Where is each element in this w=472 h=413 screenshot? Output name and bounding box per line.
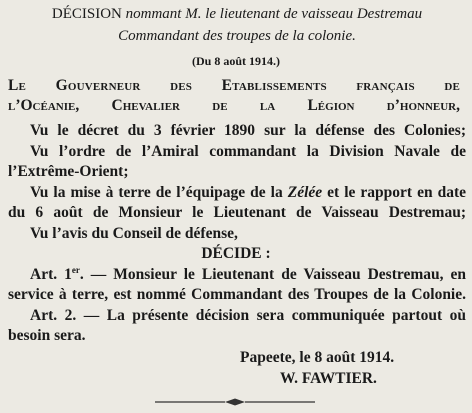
consideration-4: Vu l’avis du Conseil de défense,	[30, 225, 238, 242]
decision-title	[8, 6, 466, 23]
consideration-2: Vu l’ordre de l’Amiral commandant la Division Navale de	[30, 143, 466, 160]
consideration-2-cont: l’Extrême-Orient;	[8, 163, 129, 180]
title-label: DÉCISION	[51, 6, 122, 22]
signature: W. FAWTIER.	[280, 370, 377, 387]
consideration-3-end: et le rapport en date	[322, 184, 466, 201]
governor-line-1: Le Gouverneur des Etablissements français de	[8, 77, 460, 94]
consideration-1: Vu le décret du 3 février 1890 sur la défense des Colonies;	[30, 122, 466, 139]
article-1-ordinal: er	[71, 264, 80, 275]
consideration-3-cont: du 6 août de Monsieur le Lieutenant de Vaisseau Destremau;	[8, 204, 466, 221]
article-1-text: . — Monsieur le Lieutenant de Vaisseau Destremau, en	[79, 266, 466, 283]
article-2-cont: besoin sera.	[8, 327, 86, 344]
decision-subtitle: Commandant des troupes de la colonie.	[118, 28, 356, 44]
ornamental-divider	[155, 398, 315, 406]
article-2: Art. 2. — La présente décision sera communiquée partout où	[30, 307, 466, 324]
place-date: Papeete, le 8 août 1914.	[240, 349, 395, 366]
article-1-cont: service à terre, est nommé Commandant des Troupes de la Colonie.	[8, 286, 466, 303]
ship-name: Zélée	[287, 184, 323, 201]
consideration-3-start: Vu la mise à terre de l’équipage de la	[30, 184, 288, 201]
article-1	[30, 266, 466, 284]
governor-line-2: l’Océanie, Chevalier de la Légion d’honneur,	[8, 97, 460, 114]
consideration-3	[30, 184, 466, 202]
decision-date: (Du 8 août 1914.)	[191, 54, 280, 68]
decide-heading: DÉCIDE :	[201, 245, 271, 262]
article-1-label: Art. 1	[30, 266, 72, 283]
title-description: nommant M. le lieutenant de vaisseau Destremau	[125, 6, 423, 22]
